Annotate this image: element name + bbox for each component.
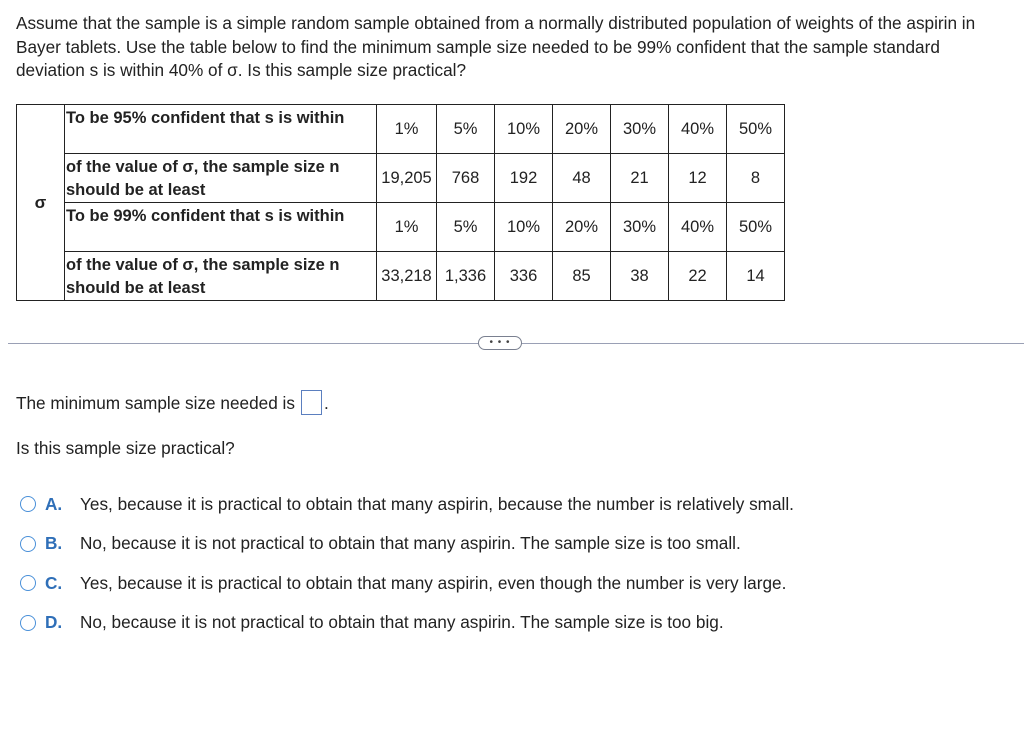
- option-b[interactable]: [20, 534, 794, 554]
- option-c[interactable]: [20, 573, 794, 593]
- option-letter: B.: [45, 533, 63, 553]
- row-label: To be 95% confident that s is within: [65, 105, 377, 154]
- table-cell: 21: [611, 154, 669, 203]
- option-d[interactable]: [20, 613, 794, 633]
- table-cell: 33,218: [377, 252, 437, 301]
- table-cell: 5%: [437, 203, 495, 252]
- option-text: Yes, because it is practical to obtain that many aspirin, because the number is relatively small.: [80, 493, 794, 514]
- radio-button[interactable]: [20, 575, 36, 591]
- row-label: of the value of σ, the sample size n should be at least: [65, 154, 377, 203]
- option-text: No, because it is not practical to obtain that many aspirin. The sample size is too big.: [80, 612, 724, 632]
- table-cell: 12: [669, 154, 727, 203]
- answer-options: [20, 494, 794, 652]
- table-row: [17, 154, 785, 203]
- answer-suffix: .: [323, 392, 329, 413]
- sigma-label: σ: [17, 105, 65, 301]
- table-cell: 10%: [495, 105, 553, 154]
- more-options-button[interactable]: • • •: [478, 336, 522, 350]
- table-cell: 19,205: [377, 154, 437, 203]
- table-cell: 85: [553, 252, 611, 301]
- practical-question: Is this sample size practical?: [16, 438, 235, 458]
- table-cell: 1%: [377, 105, 437, 154]
- option-text: No, because it is not practical to obtain that many aspirin. The sample size is too small.: [80, 533, 741, 553]
- row-label: To be 99% confident that s is within: [65, 203, 377, 252]
- table-cell: 336: [495, 252, 553, 301]
- table-cell: 48: [553, 154, 611, 203]
- answer-prompt: The minimum sample size needed is: [16, 392, 295, 413]
- option-letter: A.: [45, 493, 63, 514]
- table-cell: 38: [611, 252, 669, 301]
- row-label: of the value of σ, the sample size n should be at least: [65, 252, 377, 301]
- table-cell: 14: [727, 252, 785, 301]
- radio-button[interactable]: [20, 615, 36, 631]
- table-cell: 5%: [437, 105, 495, 154]
- option-letter: C.: [45, 572, 63, 593]
- table-cell: 10%: [495, 203, 553, 252]
- table-cell: 40%: [669, 203, 727, 252]
- table-cell: 8: [727, 154, 785, 203]
- table-cell: 768: [437, 154, 495, 203]
- table-row: [17, 252, 785, 301]
- table-cell: 20%: [553, 105, 611, 154]
- answer-input[interactable]: [301, 390, 322, 415]
- sample-size-table: [16, 104, 785, 301]
- table-cell: 30%: [611, 105, 669, 154]
- table-cell: 22: [669, 252, 727, 301]
- table-cell: 50%: [727, 105, 785, 154]
- answer-line: [16, 390, 329, 415]
- radio-button[interactable]: [20, 496, 36, 512]
- question-text: Assume that the sample is a simple random sample obtained from a normally distributed population of weights of the aspirin in Bayer tablets. Use the table below to find the minimum sample size needed to be 99% confident that the sample standard deviation s is within 40% of σ. Is this sample size practical?: [16, 13, 976, 80]
- table-row: [17, 105, 785, 154]
- table-cell: 40%: [669, 105, 727, 154]
- radio-button[interactable]: [20, 536, 36, 552]
- option-text: Yes, because it is practical to obtain that many aspirin, even though the number is very large.: [80, 572, 787, 593]
- table-cell: 30%: [611, 203, 669, 252]
- table-cell: 1%: [377, 203, 437, 252]
- table-cell: 50%: [727, 203, 785, 252]
- option-a[interactable]: [20, 494, 794, 514]
- option-letter: D.: [45, 612, 63, 632]
- table-cell: 1,336: [437, 252, 495, 301]
- table-row: [17, 203, 785, 252]
- table-cell: 192: [495, 154, 553, 203]
- table-cell: 20%: [553, 203, 611, 252]
